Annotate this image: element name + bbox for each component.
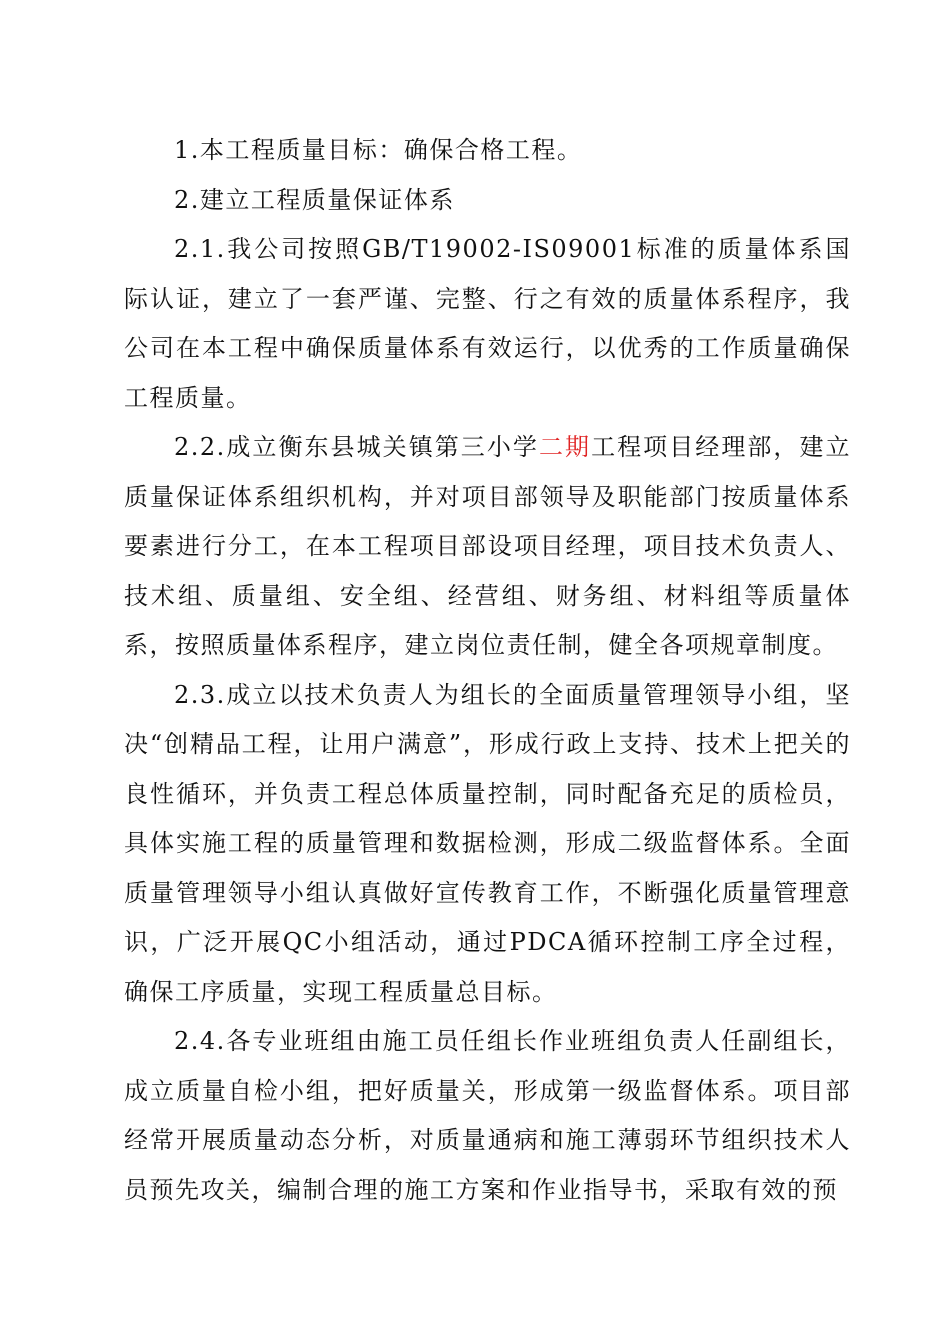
paragraph-2-1-certification: 2.1.我公司按照GB/T19002-IS09001标准的质量体系国际认证，建立了一套严谨、完整、行之有效的质量体系程序，我公司在本工程中确保质量体系有效运行，以优秀的工作质量确保工程质量。 [124,235,851,412]
paragraph-quality-goal: 1.本工程质量目标：确保合格工程。 [174,136,583,164]
highlighted-phase-text: 二期 [538,433,592,461]
paragraph-2-2-text-after: 工程项目经理部，建立质量保证体系组织机构，并对项目部领导及职能部门按质量体系要素进行分工，在本工程项目部设项目经理，项目技术负责人、技术组、质量组、安全组、经营组、财务组、材料组等质量体系，按照质量体系程序，建立岗位责任制，健全各项规章制度。 [124,433,852,659]
paragraph-2-4-self-inspection: 2.4.各专业班组由施工员任组长作业班组负责人任副组长，成立质量自检小组，把好质量关，形成第一级监督体系。项目部经常开展质量动态分析，对质量通病和施工薄弱环节组织技术人员预先攻关，编制合理的施工方案和作业指导书，采取有效的预 [124,1027,851,1204]
paragraph-2-3-leadership-group: 2.3.成立以技术负责人为组长的全面质量管理领导小组，坚决“创精品工程，让用户满意”，形成行政上支持、技术上把关的良性循环，并负责工程总体质量控制，同时配备充足的质检员，具体实施工程的质量管理和数据检测，形成二级监督体系。全面质量管理领导小组认真做好宣传教育工作，不断强化质量管理意识，广泛开展QC小组活动，通过PDCA循环控制工序全过程，确保工序质量，实现工程质量总目标。 [124,680,851,1006]
paragraph-2-2-text-before: 2.2.成立衡东县城关镇第三小学 [174,433,539,461]
paragraph-quality-system-heading: 2.建立工程质量保证体系 [174,185,455,214]
paragraph-2-2-project-department [124,423,851,671]
document-body [124,126,851,1215]
